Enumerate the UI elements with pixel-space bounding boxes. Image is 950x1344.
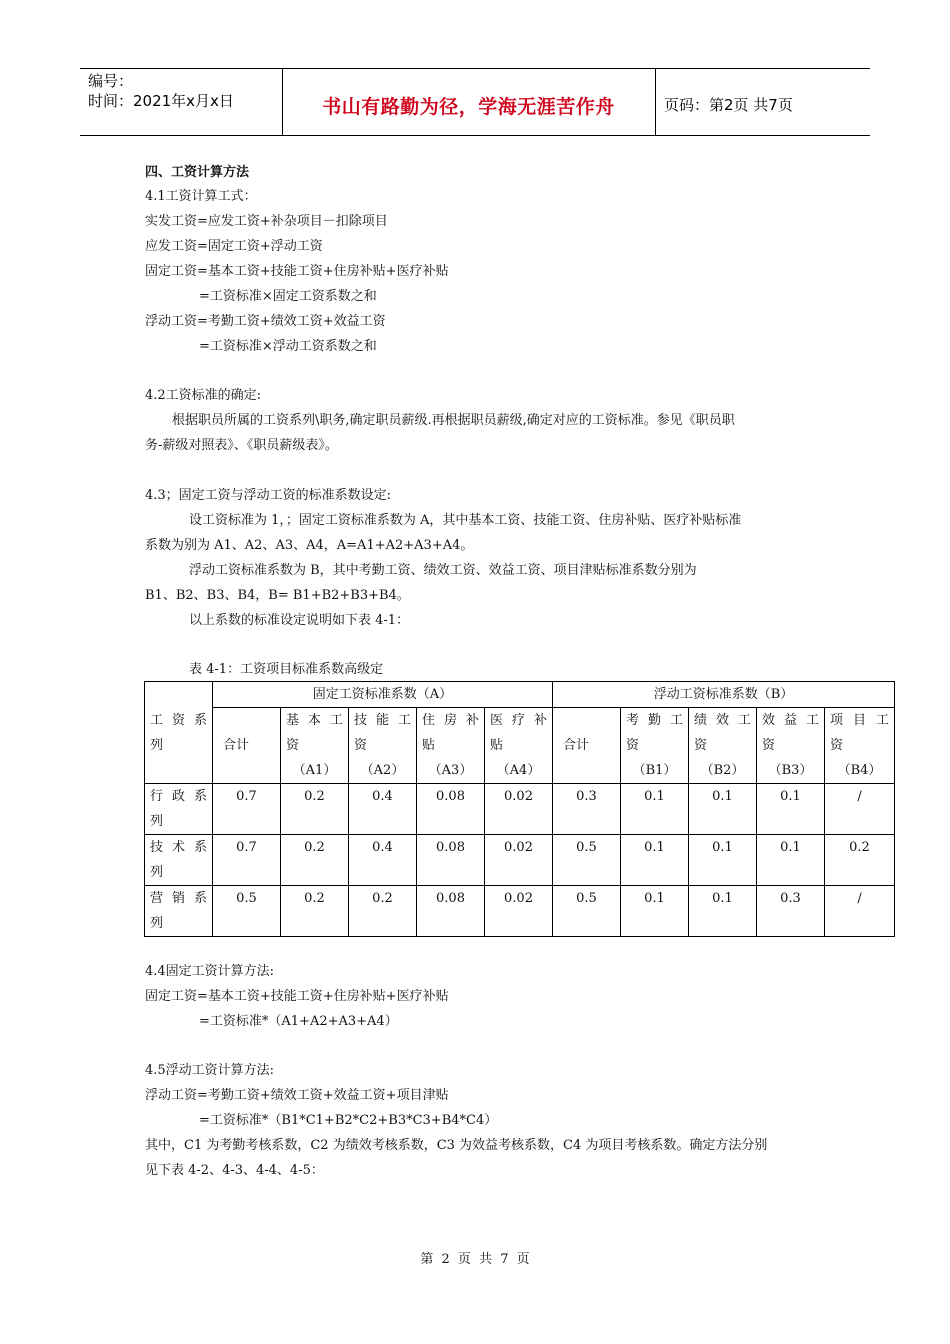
series-name-line2: 列	[150, 916, 164, 931]
value-cell: 0.2	[281, 835, 349, 886]
column-header-code: （A2）	[360, 763, 405, 778]
series-name-line2: 列	[150, 865, 164, 880]
value-cell: 0.7	[213, 784, 281, 835]
paragraph-line: 务-薪级对照表》、《职员薪级表》。	[145, 438, 338, 453]
column-header-code: （B4）	[837, 763, 882, 778]
document-date: 时间：2021年x月x日	[88, 92, 234, 110]
page-footer: 第 2 页 共 7 页	[420, 1252, 530, 1267]
column-header-line1: 基本工	[286, 713, 343, 728]
value-cell: 0.5	[553, 835, 621, 886]
value-cell: 0.4	[349, 784, 417, 835]
paragraph-line: 浮动工资标准系数为 B，其中考勤工资、绩效工资、效益工资、项目津贴标准系数分别为	[189, 563, 697, 578]
series-name-line1: 技术系	[150, 840, 207, 855]
column-header-line1: 项目工	[830, 713, 890, 728]
value-cell: 0.2	[281, 784, 349, 835]
column-header	[689, 708, 757, 784]
value-cell: 0.1	[689, 784, 757, 835]
s43-heading: 4.3；固定工资与浮动工资的标准系数设定:	[145, 488, 392, 503]
paragraph-line: 系数为别为 A1、A2、A3、A4，A=A1+A2+A3+A4。	[145, 538, 474, 553]
series-name-cell	[145, 886, 213, 937]
s44-heading: 4.4固定工资计算方法:	[145, 964, 275, 979]
formula-line: =工资标准×浮动工资系数之和	[199, 339, 377, 354]
float-group-header: 浮动工资标准系数（B）	[553, 682, 895, 708]
formula-line: 固定工资=基本工资+技能工资+住房补贴+医疗补贴	[145, 989, 449, 1004]
column-header-line2: 贴	[490, 738, 504, 753]
value-cell: 0.7	[213, 835, 281, 886]
series-name-line2: 列	[150, 814, 164, 829]
column-header-line2: 贴	[422, 738, 436, 753]
column-header	[757, 708, 825, 784]
value-cell: 0.1	[621, 835, 689, 886]
value-cell: 0.02	[485, 784, 553, 835]
value-cell: 0.5	[553, 886, 621, 937]
column-header-line2: 资	[626, 738, 640, 753]
value-cell: 0.3	[553, 784, 621, 835]
value-cell: 0.2	[281, 886, 349, 937]
column-header-line2: 资	[286, 738, 300, 753]
formula-line: =工资标准*（B1*C1+B2*C2+B3*C3+B4*C4）	[199, 1113, 498, 1128]
formula-line: 实发工资=应发工资+补杂项目－扣除项目	[145, 214, 388, 229]
column-header-code: （B1）	[632, 763, 677, 778]
s45-heading: 4.5浮动工资计算方法:	[145, 1063, 275, 1078]
table-row	[145, 835, 895, 886]
formula-line: =工资标准×固定工资系数之和	[199, 289, 377, 304]
series-header-cell	[145, 682, 213, 784]
column-header-line1: 考勤工	[626, 713, 683, 728]
header-divider-right	[655, 68, 656, 136]
paragraph-line: 根据职员所属的工资系列\职务,确定职员薪级.再根据职员薪级,确定对应的工资标准。参见《职员职	[172, 413, 735, 428]
series-name-line1: 行政系	[150, 789, 207, 804]
column-header-code: （A4）	[496, 763, 541, 778]
formula-line: 浮动工资=考勤工资+绩效工资+效益工资+项目津贴	[145, 1088, 449, 1103]
value-cell: 0.1	[757, 784, 825, 835]
column-header-code: （A3）	[428, 763, 473, 778]
series-name-line1: 营销系	[150, 891, 207, 906]
column-header-line1: 医疗补	[490, 713, 547, 728]
formula-line: =工资标准*（A1+A2+A3+A4）	[199, 1014, 398, 1029]
column-header-line2: 资	[694, 738, 708, 753]
column-header	[485, 708, 553, 784]
value-cell: 0.08	[417, 835, 485, 886]
table-caption: 表 4-1：工资项目标准系数高级定	[189, 662, 384, 677]
value-cell: 0.2	[825, 835, 895, 886]
paragraph-line: 设工资标准为 1，；固定工资标准系数为 A，其中基本工资、技能工资、住房补贴、医疗补贴标准	[189, 513, 742, 528]
paragraph-line: 以上系数的标准设定说明如下表 4-1：	[189, 613, 410, 628]
float-total-header: 合计	[553, 708, 621, 784]
series-name-cell	[145, 784, 213, 835]
table-column-header-row	[145, 708, 895, 784]
value-cell: 0.4	[349, 835, 417, 886]
column-header	[417, 708, 485, 784]
paragraph-line: 其中，C1 为考勤考核系数，C2 为绩效考核系数，C3 为效益考核系数，C4 为项目考核系数。确定方法分别	[145, 1138, 768, 1153]
value-cell: 0.1	[689, 835, 757, 886]
column-header	[281, 708, 349, 784]
column-header	[825, 708, 895, 784]
value-cell: 0.08	[417, 784, 485, 835]
table-row	[145, 784, 895, 835]
column-header-code: （B3）	[768, 763, 813, 778]
formula-line: 浮动工资=考勤工资+绩效工资+效益工资	[145, 314, 386, 329]
value-cell: 0.1	[689, 886, 757, 937]
column-header-line2: 资	[830, 738, 844, 753]
value-cell: 0.1	[621, 784, 689, 835]
column-header-line1: 技能工	[354, 713, 411, 728]
series-header-line2: 列	[150, 738, 164, 753]
table-row	[145, 886, 895, 937]
value-cell: /	[825, 886, 895, 937]
column-header	[621, 708, 689, 784]
column-header-line2: 资	[354, 738, 368, 753]
value-cell: 0.5	[213, 886, 281, 937]
column-header-line1: 绩效工	[694, 713, 751, 728]
table-group-header-row	[145, 682, 895, 708]
value-cell: 0.2	[349, 886, 417, 937]
column-header-line1: 效益工	[762, 713, 819, 728]
column-header-line1: 住房补	[422, 713, 479, 728]
s41-heading: 4.1工资计算工式：	[145, 189, 257, 204]
coefficient-table	[144, 681, 895, 937]
formula-line: 固定工资=基本工资+技能工资+住房补贴+医疗补贴	[145, 264, 449, 279]
header-top-rule	[80, 68, 870, 69]
series-header-line1: 工资系	[150, 713, 207, 728]
document-number-label: 编号：	[88, 72, 134, 90]
series-name-cell	[145, 835, 213, 886]
formula-line: 应发工资=固定工资+浮动工资	[145, 239, 323, 254]
value-cell: 0.1	[621, 886, 689, 937]
fixed-group-header: 固定工资标准系数（A）	[213, 682, 553, 708]
value-cell: 0.3	[757, 886, 825, 937]
fixed-total-header: 合计	[213, 708, 281, 784]
value-cell: 0.1	[757, 835, 825, 886]
header-motto: 书山有路勤为径，学海无涯苦作舟	[322, 96, 615, 118]
value-cell: /	[825, 784, 895, 835]
s42-heading: 4.2工资标准的确定:	[145, 388, 262, 403]
header-bottom-rule	[80, 135, 870, 136]
paragraph-line: B1、B2、B3、B4，B= B1+B2+B3+B4。	[145, 588, 410, 603]
column-header-code: （B2）	[700, 763, 745, 778]
column-header	[349, 708, 417, 784]
value-cell: 0.02	[485, 886, 553, 937]
value-cell: 0.08	[417, 886, 485, 937]
page-indicator: 页码：第2页 共7页	[664, 96, 793, 114]
column-header-line2: 资	[762, 738, 776, 753]
column-header-code: （A1）	[292, 763, 337, 778]
paragraph-line: 见下表 4-2、4-3、4-4、4-5：	[145, 1163, 324, 1178]
section-title: 四、工资计算方法	[145, 165, 250, 180]
value-cell: 0.02	[485, 835, 553, 886]
